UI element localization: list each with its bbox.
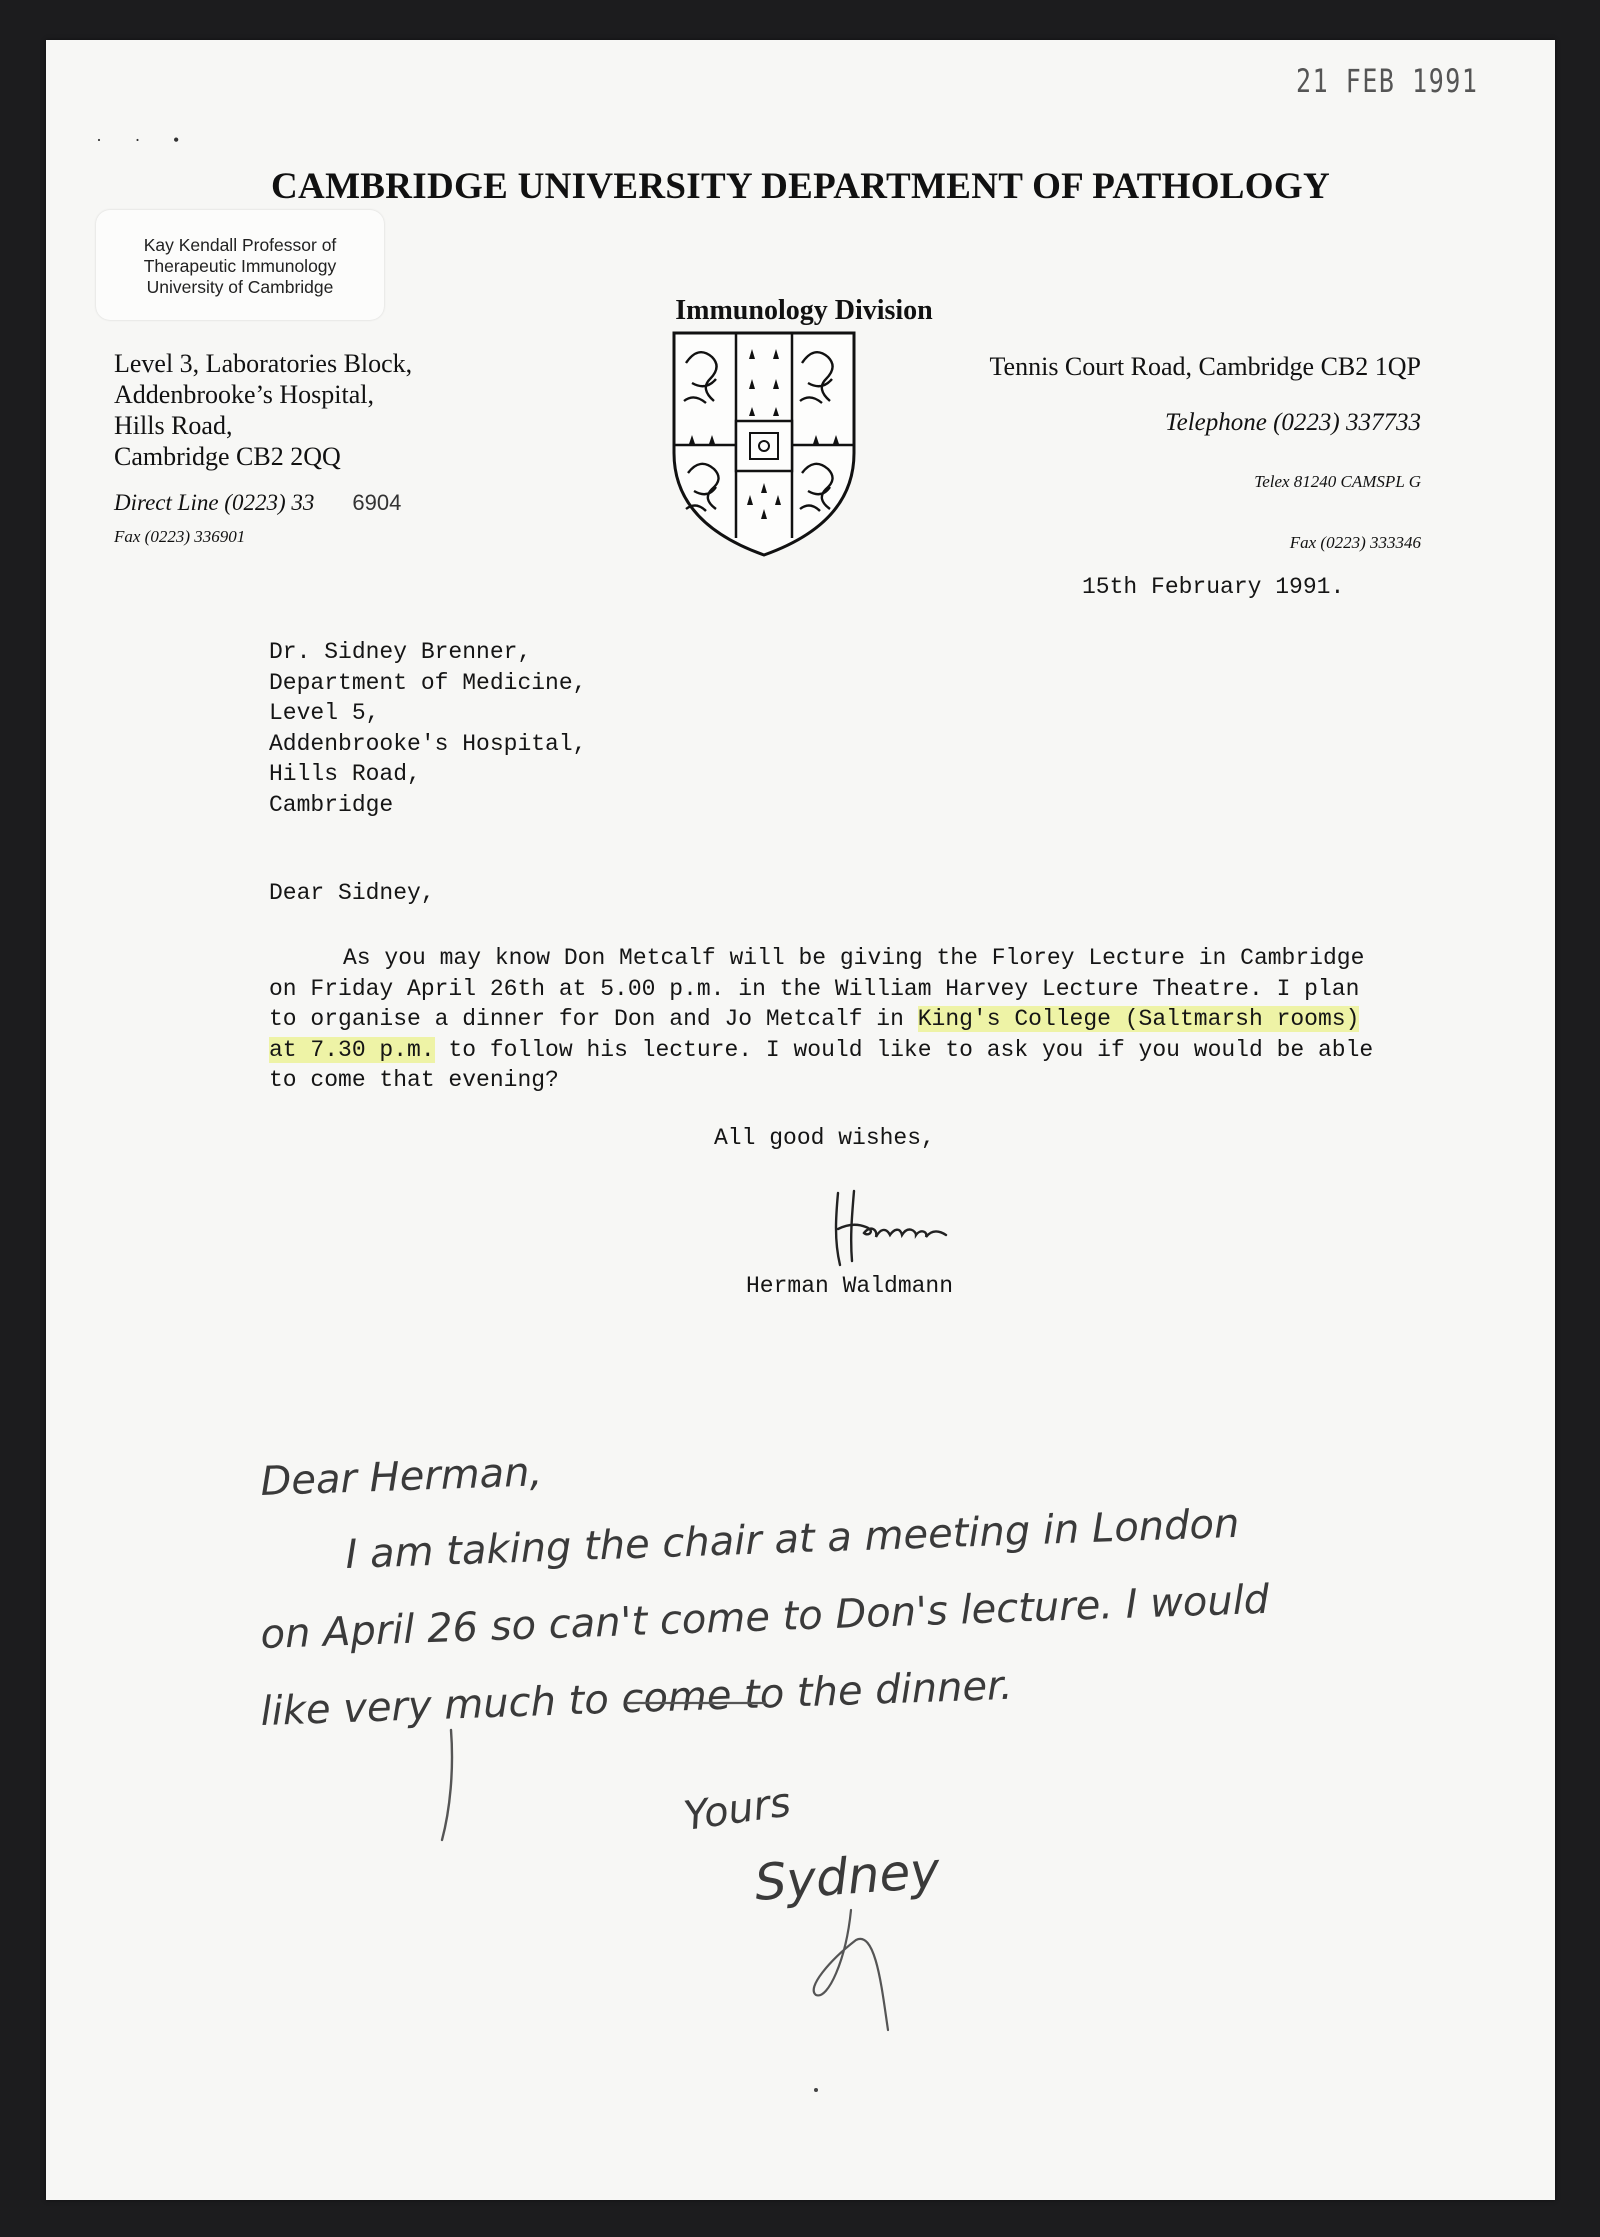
highlighted-venue: King's College (Saltmarsh rooms) at 7.30 p.m.	[269, 1006, 1360, 1063]
address-line: Cambridge CB2 2QQ	[114, 442, 341, 471]
salutation: Dear Sidney,	[269, 880, 435, 906]
recipient-line: Cambridge	[269, 791, 394, 818]
address-line: Level 3, Laboratories Block,	[114, 349, 413, 378]
recipient-line: Hills Road,	[269, 761, 421, 787]
reply-line: like very much to come to the dinner.	[259, 1662, 1014, 1735]
recipient-line: Dr. Sidney Brenner,	[269, 639, 532, 665]
direct-line-extension: 6904	[352, 490, 402, 515]
telephone: Telephone (0223) 337733	[1165, 409, 1421, 436]
telex: Telex 81240 CAMSPL G	[1254, 472, 1421, 491]
received-date-stamp: 21 FEB 1991	[1296, 62, 1479, 100]
reply-line: on April 26 so can't come to Don's lecture. I would	[259, 1576, 1270, 1658]
letter-page	[46, 40, 1555, 2200]
fax-left: Fax (0223) 336901	[114, 527, 246, 546]
letter-date: 15th February 1991.	[1082, 574, 1345, 600]
paper-specks: · · •	[96, 130, 194, 150]
address-line: Hills Road,	[114, 411, 233, 440]
reply-line: I am taking the chair at a meeting in London	[344, 1500, 1241, 1578]
reply-line: Yours	[680, 1779, 794, 1840]
direct-line-label: Direct Line (0223) 33	[114, 490, 315, 515]
label-line: University of Cambridge	[146, 277, 334, 297]
division-title: Immunology Division	[675, 295, 933, 326]
body-text-end: to follow his lecture. I would like to ask you if you would be able to come that evening?	[269, 1036, 1374, 1093]
address-line: Addenbrooke’s Hospital,	[114, 380, 374, 409]
fax-right: Fax (0223) 333346	[1289, 533, 1421, 552]
signatory-name: Herman Waldmann	[746, 1273, 954, 1299]
reply-line: Dear Herman,	[259, 1449, 543, 1505]
recipient-line: Addenbrooke's Hospital,	[269, 730, 587, 757]
label-line: Therapeutic Immunology	[143, 256, 337, 276]
department-heading: CAMBRIDGE UNIVERSITY DEPARTMENT OF PATHOLOGY	[271, 166, 1330, 207]
body-text: As you may know Don Metcalf will be giving the Florey Lecture in Cambridge on Friday April 26th at 5.00 p.m. in the William Harvey Lecture Theatre. I plan to organise a dinner for Don and Jo Metcalf in	[269, 945, 1365, 1032]
closing: All good wishes,	[714, 1125, 935, 1151]
right-address: Tennis Court Road, Cambridge CB2 1QP	[989, 352, 1421, 381]
signature-text: Herman	[816, 1185, 820, 1186]
recipient-line: Level 5,	[269, 700, 380, 726]
handwritten-reply	[46, 40, 1555, 2200]
reply-line: Sydney	[752, 1841, 942, 1912]
recipient-line: Department of Medicine,	[269, 669, 587, 696]
label-line: Kay Kendall Professor of	[143, 235, 337, 255]
